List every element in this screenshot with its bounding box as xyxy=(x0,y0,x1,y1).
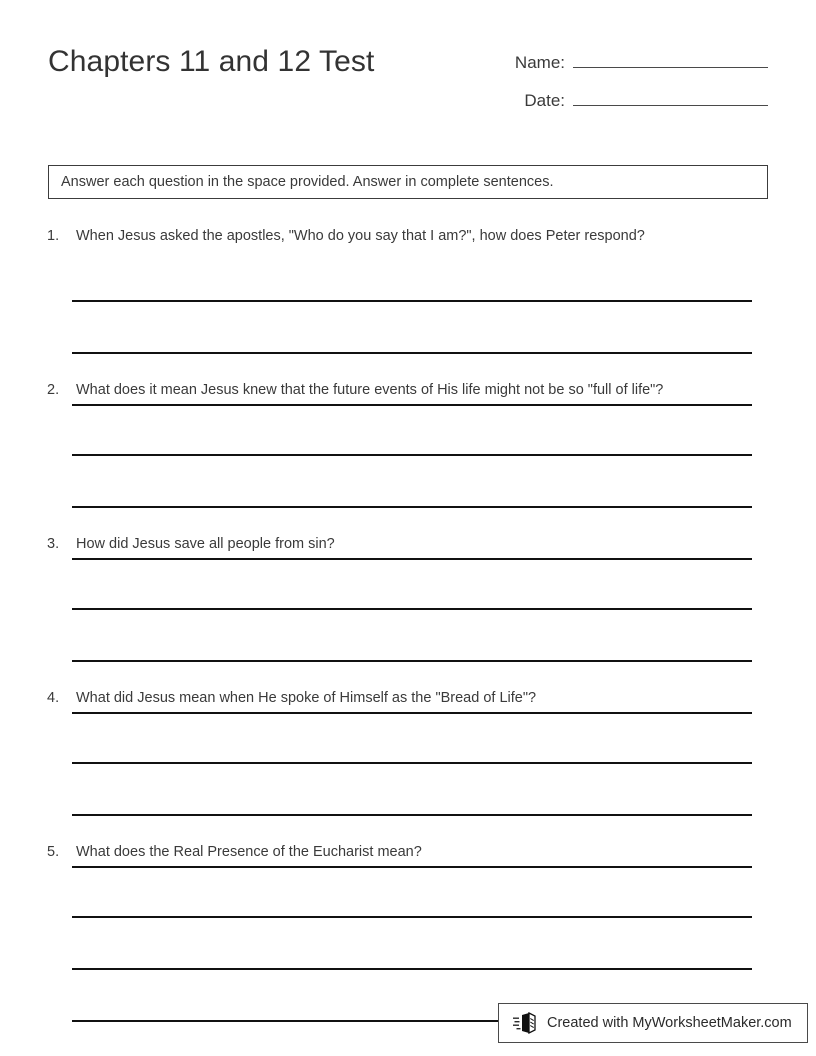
question-text: What does it mean Jesus knew that the future events of His life might not be so "full of life"? xyxy=(76,382,664,398)
date-field-row xyxy=(448,86,768,124)
questions-list xyxy=(0,228,816,998)
worksheet-header xyxy=(48,42,768,122)
question-text: How did Jesus save all people from sin? xyxy=(76,536,335,552)
question-number: 4. xyxy=(47,690,60,706)
answer-line[interactable] xyxy=(72,866,752,918)
name-date-group xyxy=(448,48,768,124)
date-input-rule[interactable] xyxy=(573,86,768,106)
question-item xyxy=(0,690,816,844)
answer-line[interactable] xyxy=(72,558,752,610)
question-number: 2. xyxy=(47,382,60,398)
answer-line[interactable] xyxy=(72,456,752,508)
question-item xyxy=(0,844,816,998)
question-text: What does the Real Presence of the Eucharist mean? xyxy=(76,844,422,860)
name-field-row xyxy=(448,48,768,86)
footer-attribution-text: Created with MyWorksheetMaker.com xyxy=(547,1015,792,1031)
page-title: Chapters 11 and 12 Test xyxy=(48,45,375,78)
question-item xyxy=(0,228,816,382)
name-field-label: Name: xyxy=(514,53,565,72)
footer-attribution-badge[interactable] xyxy=(498,1003,808,1043)
question-header xyxy=(0,536,816,558)
answer-line[interactable] xyxy=(72,712,752,764)
question-item xyxy=(0,536,816,690)
question-text: What did Jesus mean when He spoke of Himself as the "Bread of Life"? xyxy=(76,690,537,706)
question-text: When Jesus asked the apostles, "Who do you say that I am?", how does Peter respond? xyxy=(76,228,645,244)
question-item xyxy=(0,382,816,536)
answer-line[interactable] xyxy=(72,764,752,816)
date-field-label: Date: xyxy=(524,91,565,110)
question-number: 1. xyxy=(47,228,60,244)
question-number: 3. xyxy=(47,536,60,552)
question-header xyxy=(0,690,816,712)
answer-line[interactable] xyxy=(72,404,752,456)
answer-line[interactable] xyxy=(72,302,752,354)
name-input-rule[interactable] xyxy=(573,48,768,68)
question-header xyxy=(0,228,816,250)
question-header xyxy=(0,844,816,866)
question-number: 5. xyxy=(47,844,60,860)
question-header xyxy=(0,382,816,404)
instructions-text: Answer each question in the space provided. Answer in complete sentences. xyxy=(61,174,554,190)
worksheet-maker-logo-icon xyxy=(513,1012,539,1034)
answer-line[interactable] xyxy=(72,918,752,970)
answer-line[interactable] xyxy=(72,610,752,662)
answer-area[interactable] xyxy=(72,866,752,1022)
instructions-box xyxy=(48,165,768,199)
answer-line[interactable] xyxy=(72,250,752,302)
